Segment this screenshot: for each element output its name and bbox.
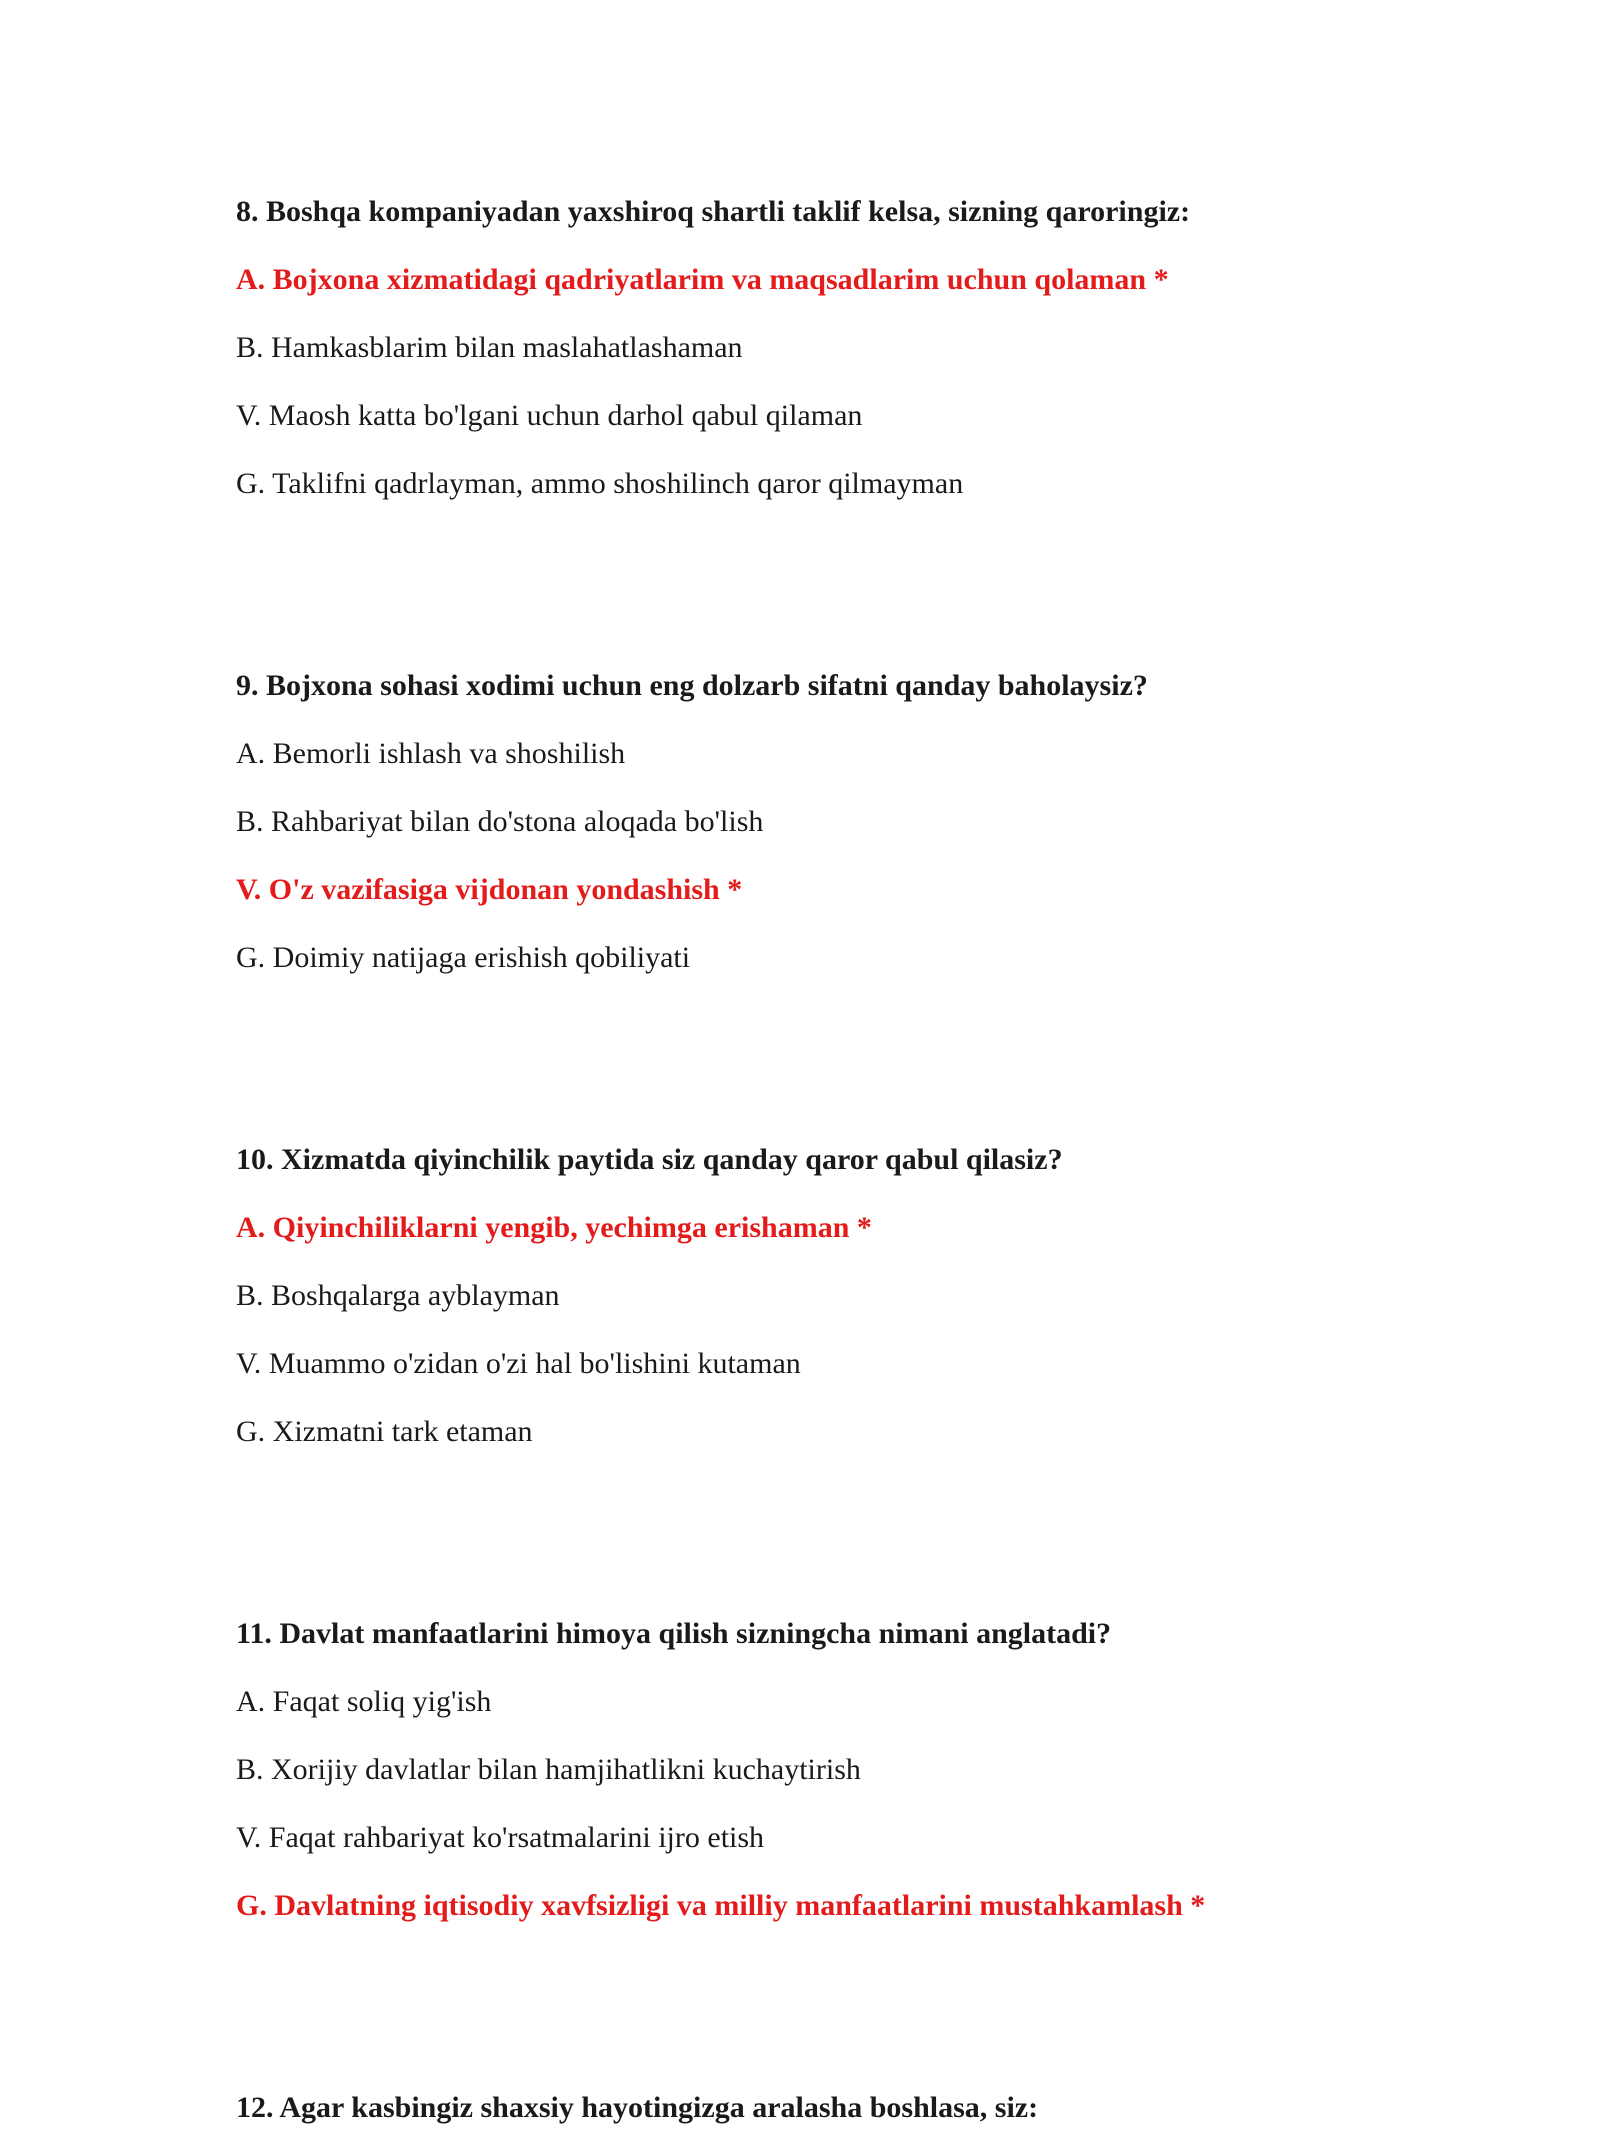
question-12 — [236, 2074, 1436, 2142]
option-b: B. Xorijiy davlatlar bilan hamjihatlikni kuchaytirish — [236, 1753, 861, 1786]
question-title: 11. Davlat manfaatlarini himoya qilish sizningcha nimani anglatadi? — [236, 1617, 1112, 1650]
option-g-correct: G. Davlatning iqtisodiy xavfsizligi va milliy manfaatlarini mustahkamlash * — [236, 1889, 1206, 1922]
question-10 — [236, 1126, 1436, 1466]
document-page — [236, 178, 1436, 2142]
option-g: G. Doimiy natijaga erishish qobiliyati — [236, 941, 691, 974]
option-g: G. Xizmatni tark etaman — [236, 1415, 533, 1448]
option-a: A. Bemorli ishlash va shoshilish — [236, 737, 626, 770]
option-a-correct: A. Bojxona xizmatidagi qadriyatlarim va maqsadlarim uchun qolaman * — [236, 263, 1169, 296]
question-title: 12. Agar kasbingiz shaxsiy hayotingizga aralasha boshlasa, siz: — [236, 2091, 1039, 2124]
option-a-correct: A. Qiyinchiliklarni yengib, yechimga erishaman * — [236, 1211, 872, 1244]
question-11 — [236, 1600, 1436, 1940]
option-v: V. Muammo o'zidan o'zi hal bo'lishini kutaman — [236, 1347, 801, 1380]
option-g: G. Taklifni qadrlayman, ammo shoshilinch qaror qilmayman — [236, 467, 964, 500]
option-b: B. Rahbariyat bilan do'stona aloqada bo'lish — [236, 805, 764, 838]
question-title: 10. Xizmatda qiyinchilik paytida siz qanday qaror qabul qilasiz? — [236, 1143, 1063, 1176]
question-spacer — [236, 1466, 1436, 1600]
question-title: 9. Bojxona sohasi xodimi uchun eng dolzarb sifatni qanday baholaysiz? — [236, 669, 1148, 702]
option-b: B. Hamkasblarim bilan maslahatlashaman — [236, 331, 743, 364]
question-spacer — [236, 1940, 1436, 2074]
option-v: V. Faqat rahbariyat ko'rsatmalarini ijro etish — [236, 1821, 765, 1854]
question-spacer — [236, 992, 1436, 1126]
option-v: V. Maosh katta bo'lgani uchun darhol qabul qilaman — [236, 399, 863, 432]
option-b: B. Boshqalarga ayblayman — [236, 1279, 560, 1312]
option-a: A. Faqat soliq yig'ish — [236, 1685, 492, 1718]
question-title: 8. Boshqa kompaniyadan yaxshiroq shartli taklif kelsa, sizning qaroringiz: — [236, 195, 1191, 228]
question-spacer — [236, 518, 1436, 652]
question-8 — [236, 178, 1436, 518]
option-v-correct: V. O'z vazifasiga vijdonan yondashish * — [236, 873, 743, 906]
question-9 — [236, 652, 1436, 992]
